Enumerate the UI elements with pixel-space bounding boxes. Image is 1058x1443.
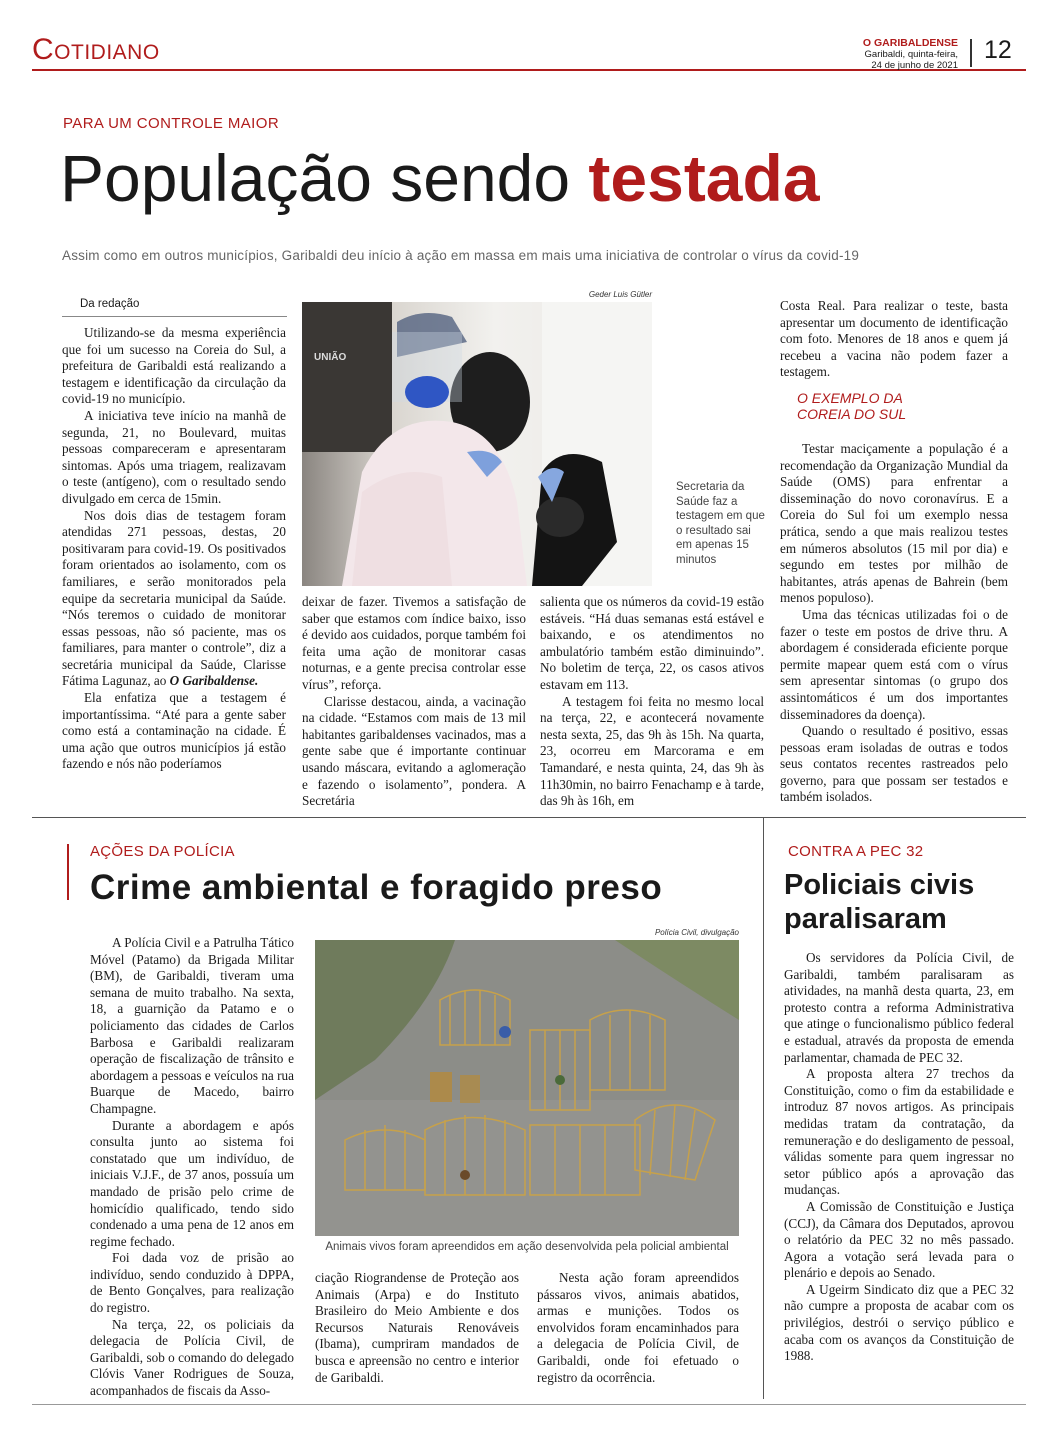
paragraph: ciação Riograndense de Proteção aos Animais (Arpa) e do Instituto Brasileiro do Meio Ambiente e dos Recursos Naturais Renováveis (Ibama), cumpriram mandados de busca e apreensão no centro e interior de Garibaldi.: [315, 1270, 519, 1385]
paragraph: Testar maciçamente a população é a recomendação da Organização Mundial da Saúde (OMS) para enfrentar a disseminação do novo coronavírus. E a Coreia do Sul foi um exemplo nessa prática, sendo a que mais realizou testes em números absolutos (15 mil por dia) e segundo em testes por milhão de habitantes, atrás apenas de Bahrein (bem menos populoso).: [780, 441, 1008, 606]
main-photo-caption: Secretaria da Saúde faz a testagem em que o resultado sai em apenas 15 minutos: [676, 481, 765, 566]
main-deck: Assim como em outros municípios, Garibaldi deu início à ação em massa em mais uma iniciativa de controlar o vírus da covid-19: [62, 248, 860, 263]
kicker-bar: [67, 844, 69, 900]
section-divider: [32, 817, 1026, 818]
dateline-1: Garibaldi, quinta-feira,: [864, 49, 958, 60]
paragraph: Durante a abordagem e após consulta junto ao sistema foi constatado que um indivíduo, de iniciais V.J.F., de 37 anos, possuía um mandado de prisão pelo crime de homicídio qualificado, tendo sido condenado a uma pena de 12 anos em regime fechado.: [90, 1117, 294, 1249]
byline: Da redação: [80, 298, 140, 310]
testing-photo: [302, 302, 652, 586]
police-kicker: AÇÕES DA POLÍCIA: [90, 843, 235, 860]
police-headline: Crime ambiental e foragido preso: [90, 868, 663, 907]
paragraph: Costa Real. Para realizar o teste, basta apresentar um documento de identificação com foto. Menores de 18 anos e quem já recebeu a vacina não podem fazer a testagem.: [780, 298, 1008, 380]
paragraph: A testagem foi feita no mesmo local na terça, 22, e acontecerá novamente nesta sexta, 25, das 9h às 15h. Na quarta, 23, ocorreu em Marcorama e em Tamandaré, e nesta quinta, 24, das 9h às 11h30min, no bairro Fenachamp e à tarde, das 9h às 16h, em: [540, 693, 764, 809]
police-column-3: [537, 1270, 739, 1386]
paper-name-inline: O Garibaldense.: [169, 673, 259, 689]
main-kicker: PARA UM CONTROLE MAIOR: [63, 115, 280, 132]
paragraph: Na terça, 22, os policiais da delegacia de Polícia Civil, de Garibaldi, sob o comando do delegado Clóvis Vaner Rodrigues de Souza, acompanhados de fiscais da Asso-: [90, 1316, 294, 1399]
byline-rule: [62, 316, 287, 317]
masthead-block: [863, 38, 958, 71]
testing-illustration: [302, 302, 652, 586]
police-column-2: [315, 1270, 519, 1386]
paragraph: Nesta ação foram apreendidos pássaros vivos, animais abatidos, armas e munições. Todos os envolvidos foram encaminhados para a delegacia de Polícia Civil, de Garibaldi, onde foi efetuado o registro da ocorrência.: [537, 1270, 739, 1385]
cages-illustration: [315, 940, 739, 1236]
police-photo-caption: Animais vivos foram apreendidos em ação desenvolvida pela policial ambiental: [325, 1241, 729, 1253]
subhead: O EXEMPLO DA COREIA DO SUL: [797, 390, 907, 422]
column-divider: [763, 817, 764, 1399]
page-divider: [970, 39, 972, 67]
paragraph: Os servidores da Polícia Civil, de Garibaldi, também paralisaram as atividades, na manhã desta quarta, 23, em protesto contra a reforma Administrativa que atinge o funcionalismo público federal e estadual, através da proposta de emenda parlamentar, chamada de PEC 32.: [784, 950, 1014, 1065]
paragraph: A iniciativa teve início na manhã de segunda, 21, no Boulevard, muitas pessoas compareceram e apresentaram sintomas. Após uma triagem, realizavam o teste (antígeno), com o resultado sendo divulgado em cerca de 15min.: [62, 407, 286, 506]
paragraph: Uma das técnicas utilizadas foi o de fazer o teste em postos de drive thru. A abordagem é considerada eficiente porque permite mapear quem está com o vírus sem apresentar sintomas (o grupo dos assintomáticos é um dos importantes disseminadores da doença).: [780, 606, 1008, 722]
main-column-3: [540, 594, 764, 810]
paragraph: deixar de fazer. Tivemos a satisfação de saber que estamos com índice baixo, isso é devido aos cuidados, porque também foi feita uma ação de monitorar casas noturnas, e a gente precisa controlar esse vírus”, reforça.: [302, 594, 526, 692]
paragraph: Utilizando-se da mesma experiência que foi um sucesso na Coreia do Sul, a prefeitura de Garibaldi está realizando a testagem e identificação da circulação da covid-19 no município.: [62, 325, 286, 407]
pec-headline: Policiais civis paralisaram: [784, 869, 975, 935]
paragraph: Clarisse destacou, ainda, a vacinação na cidade. “Estamos com mais de 13 mil habitantes garibaldenses vacinados, mas a gente sabe que é importante continuar usando máscara, evitando a aglomeração e fazendo o isolamento”, pondera. A Secretária: [302, 693, 526, 809]
paragraph: [62, 508, 286, 691]
cages-photo: [315, 940, 739, 1236]
paragraph: Ela enfatiza que a testagem é importantíssima. “Até para a gente saber como está a contaminação na cidade. É uma ação que outros municípios já estão fazendo e nós não poderíamos: [62, 690, 286, 772]
photo-sign: UNIÃO: [314, 352, 347, 363]
paragraph: salienta que os números da covid-19 estão estáveis. “Há duas semanas está estável e baixando, e os atendimentos no ambulatório também estão diminuindo”. No boletim de terça, 22, os casos ativos estavam em 113.: [540, 594, 764, 692]
paragraph: A Comissão de Constituição e Justiça (CCJ), da Câmara dos Deputados, aprovou o relatório da PEC 32 no mês passado. Agora a votação será levada para o plenário e depois ao Senado.: [784, 1198, 1014, 1281]
main-column-1: [62, 325, 286, 773]
dateline-2: 24 de junho de 2021: [871, 60, 958, 71]
headline-part-a: População sendo: [60, 141, 589, 215]
section-header: [32, 33, 160, 67]
paper-name: O GARIBALDENSE: [862, 37, 958, 49]
paragraph: A Polícia Civil e a Patrulha Tático Móvel (Patamo) da Brigada Militar (BM), de Garibaldi, tiveram uma semana de muito trabalho. Na sexta, 18, a guarnição da Patamo e o policiamento das cidades de Carlos Barbosa e Garibaldi realizaram operação de fiscalização de trânsito e abordagem a pessoas e veículos na rua Buarque de Macedo, bairro Champagne.: [90, 935, 294, 1116]
paragraph: Quando o resultado é positivo, essas pessoas eram isoladas de outras e todos seus contatos recentes rastreados pelo governo, para que possam ser testados e também isolados.: [780, 723, 1008, 805]
bottom-rule: [32, 1404, 1026, 1405]
photo-credit: Geder Luis Gütler: [588, 290, 652, 299]
paragraph: A proposta altera 27 trechos da Constituição, como o fim da estabilidade e introduz 87 novos artigos. As principais medidas tratam da contratação, da remuneração e do desligamento de pessoal, válidas somente para quem ingressar no setor público após a aprovação das mudanças.: [784, 1066, 1014, 1198]
main-column-4: [780, 441, 1008, 806]
main-column-4-top: [780, 298, 1008, 381]
headline-part-b: testada: [588, 141, 820, 215]
page-number: 12: [984, 36, 1012, 64]
paragraph: A Ugeirm Sindicato diz que a PEC 32 não cumpre a proposta de acabar com os privilégios, destrói o serviço público e acaba com os avanços da Constituição de 1988.: [784, 1281, 1014, 1364]
pec-kicker: CONTRA A PEC 32: [788, 843, 924, 860]
pec-column: [784, 950, 1014, 1365]
main-column-2: [302, 594, 526, 810]
paragraph: Foi dada voz de prisão ao indivíduo, sendo conduzido à DPPA, de Bento Gonçalves, para realização do registro.: [90, 1250, 294, 1316]
police-column-1: [90, 935, 294, 1400]
main-headline: [60, 140, 820, 216]
police-photo-credit: Polícia Civil, divulgação: [654, 928, 739, 937]
section-title: Cotidiano: [32, 33, 160, 66]
paragraph-text: Nos dois dias de testagem foram atendidas 271 pessoas, destas, 20 positivaram para covid-19. Os positivados foram orientados ao isolamento, com os familiares, e serão monitorados pela equipe da secretaria municipal da Saúde. “Nós teremos o cuidado de monitorar essas pessoas, não só paciente, mas os familiares, para manter o controle”, diz a secretária municipal da Saúde, Clarisse Fátima Lagunaz, ao: [62, 507, 286, 689]
